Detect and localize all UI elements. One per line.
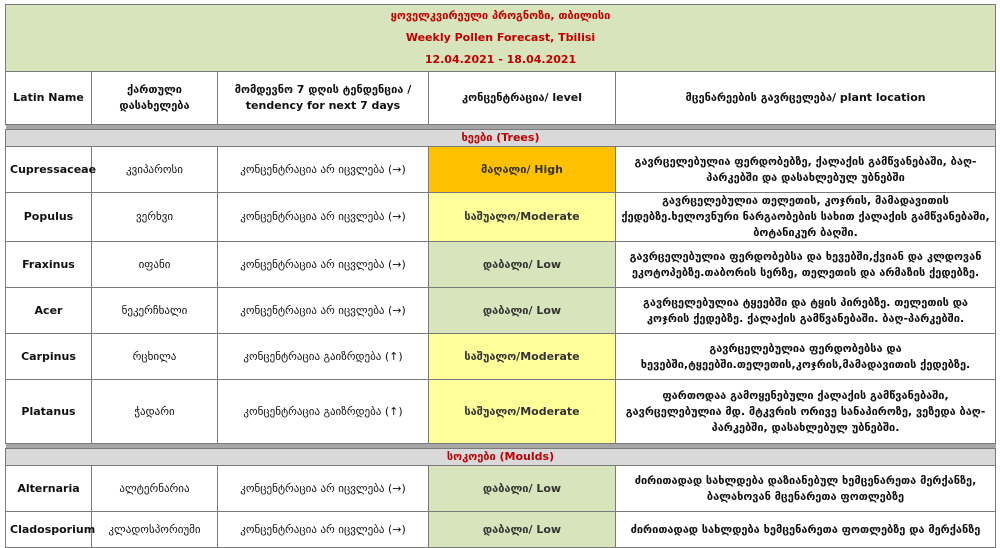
- plant-location-cell: გავრცელებულია ტყეებში და ტყის პირებზე. თელეთის და კოჯრის ქედებზე. ქალაქის გამწვანებაში. ბაღ-პარკებში.: [616, 288, 996, 334]
- concentration-level-cell: დაბალი/ Low: [429, 288, 616, 334]
- latin-name-cell: Carpinus: [6, 334, 92, 380]
- concentration-level-cell: დაბალი/ Low: [429, 466, 616, 512]
- georgian-name-cell: ნეკერჩხალი: [92, 288, 218, 334]
- date-range: 12.04.2021 - 18.04.2021: [424, 53, 577, 66]
- table-row: [6, 380, 996, 444]
- concentration-level-cell: საშუალო/Moderate: [429, 380, 616, 444]
- georgian-name-cell: ჭადარი: [92, 380, 218, 444]
- group-title: სოკოები (Moulds): [6, 449, 996, 466]
- latin-name-cell: Acer: [6, 288, 92, 334]
- col-location: მცენარეების გავრცელება/ plant location: [616, 72, 996, 125]
- concentration-level-cell: მაღალი/ High: [429, 147, 616, 193]
- latin-name-cell: Cladosporium: [6, 512, 92, 548]
- plant-location-cell: ძირითადად სახლდება დაზიანებულ ხემცენარეთა მერქანზე, ბალახოვან მცენარეთა ფოთლებზე: [616, 466, 996, 512]
- table-row: [6, 193, 996, 242]
- group-title: ხეები (Trees): [6, 130, 996, 147]
- col-level: კონცენტრაცია/ level: [429, 72, 616, 125]
- title-english: Weekly Pollen Forecast, Tbilisi: [405, 31, 596, 44]
- latin-name-cell: Platanus: [6, 380, 92, 444]
- table-row: [6, 466, 996, 512]
- tendency-cell: კონცენტრაცია არ იცვლება (→): [218, 288, 429, 334]
- title-block: [6, 5, 996, 72]
- plant-location-cell: გავრცელებულია ფერდობებზე, ქალაქის გამწვანებაში, ბაღ-პარკებში და დასახლებულ უბნებში: [616, 147, 996, 193]
- tendency-cell: კონცენტრაცია გაიზრდება (↑): [218, 334, 429, 380]
- latin-name-cell: Alternaria: [6, 466, 92, 512]
- col-latin-name: Latin Name: [6, 72, 92, 125]
- georgian-name-cell: იფანი: [92, 242, 218, 288]
- concentration-level-cell: საშუალო/Moderate: [429, 193, 616, 242]
- column-header-row: [6, 72, 996, 125]
- group-header-row: [6, 449, 996, 466]
- latin-name-cell: Cupressaceae: [6, 147, 92, 193]
- tendency-cell: კონცენტრაცია არ იცვლება (→): [218, 466, 429, 512]
- title-row: [6, 5, 996, 72]
- plant-location-cell: გავრცელებულია ფერდობებსა და ხევებში,ტყეებში.თელეთის,კოჯრის,მამადავითის ქედებზე.: [616, 334, 996, 380]
- georgian-name-cell: კლადოსპორიუმი: [92, 512, 218, 548]
- col-georgian-name: ქართული დასახელება: [92, 72, 218, 125]
- table-row: [6, 512, 996, 548]
- concentration-level-cell: საშუალო/Moderate: [429, 334, 616, 380]
- plant-location-cell: ფართოდაა გამოყენებული ქალაქის გამწვანებაში, გავრცელებულია მდ. მტკვრის ორივე სანაპიროზე, ვეზედა ბაღ-პარკებში, დასახლებულ უბნებში.: [616, 380, 996, 444]
- title-georgian: ყოველკვირეული პროგნოზი, თბილისი: [390, 9, 611, 22]
- georgian-name-cell: ალტერნარია: [92, 466, 218, 512]
- table-row: [6, 242, 996, 288]
- tendency-cell: კონცენტრაცია არ იცვლება (→): [218, 512, 429, 548]
- plant-location-cell: ძირითადად სახლდება ხემცენარეთა ფოთლებზე და მერქანზე: [616, 512, 996, 548]
- tendency-cell: კონცენტრაცია არ იცვლება (→): [218, 193, 429, 242]
- tendency-cell: კონცენტრაცია არ იცვლება (→): [218, 242, 429, 288]
- col-tendency: მომდევნო 7 დღის ტენდენცია / tendency for next 7 days: [218, 72, 429, 125]
- plant-location-cell: გავრცელებულია ფერდობებსა და ხევებში,ქვიან და კლდოვან ეკოტოპებზე.თაბორის სერზე, თელეთის და არმაზის ქედებზე.: [616, 242, 996, 288]
- georgian-name-cell: კვიპაროსი: [92, 147, 218, 193]
- latin-name-cell: Populus: [6, 193, 92, 242]
- pollen-forecast-table: [5, 4, 996, 548]
- tendency-cell: კონცენტრაცია გაიზრდება (↑): [218, 380, 429, 444]
- table-row: [6, 147, 996, 193]
- georgian-name-cell: ვერხვი: [92, 193, 218, 242]
- concentration-level-cell: დაბალი/ Low: [429, 242, 616, 288]
- group-header-row: [6, 130, 996, 147]
- tendency-cell: კონცენტრაცია არ იცვლება (→): [218, 147, 429, 193]
- table-row: [6, 288, 996, 334]
- table-row: [6, 334, 996, 380]
- concentration-level-cell: დაბალი/ Low: [429, 512, 616, 548]
- plant-location-cell: გავრცელებულია თელეთის, კოჯრის, მამადავითის ქედებზე.ხელოვნური ნარგაობების სახით ქალაქის გამწვანებაში, ბოტანიკურ ბაღში.: [616, 193, 996, 242]
- georgian-name-cell: რცხილა: [92, 334, 218, 380]
- latin-name-cell: Fraxinus: [6, 242, 92, 288]
